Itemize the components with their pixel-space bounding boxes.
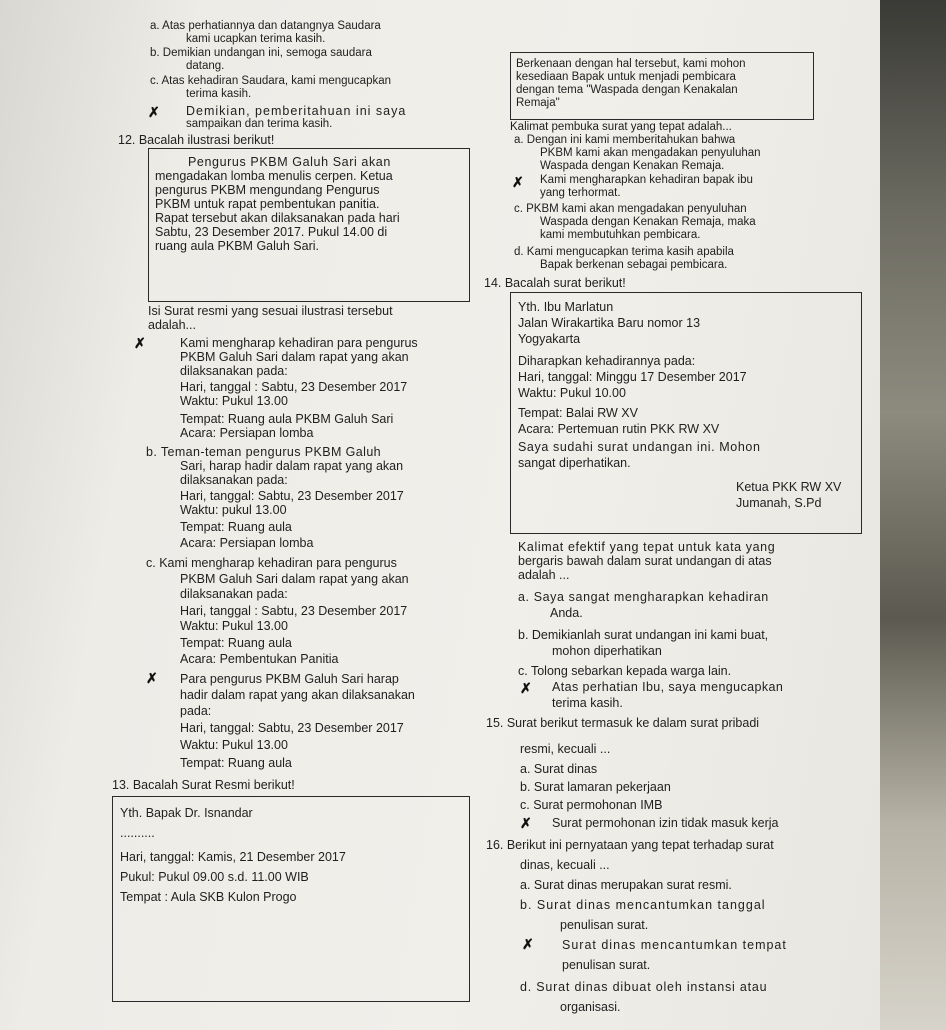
q11-right-a-line: a. Dengan ini kami memberitahukan bahwa	[514, 134, 736, 146]
q14-box-line: Diharapkan kehadirannya pada:	[518, 354, 696, 368]
q14-stem-line: bergaris bawah dalam surat undangan di atas	[518, 554, 772, 568]
q12-option-b-line: Waktu: pukul 13.00	[180, 503, 287, 517]
q14-box-line: Yogyakarta	[518, 332, 581, 346]
q11-box-line: Remaja"	[516, 97, 560, 109]
q16-title-line: 16. Berikut ini pernyataan yang tepat terhadap surat	[486, 838, 774, 852]
q14-title: 14. Bacalah surat berikut!	[484, 276, 626, 290]
q14-box-line: Yth. Ibu Marlatun	[518, 300, 614, 314]
q12-box-line: Rapat tersebut akan dilaksanakan pada hari	[155, 211, 400, 225]
q16-option-d-line: organisasi.	[560, 1000, 621, 1014]
q14-box-line: Hari, tanggal: Minggu 17 Desember 2017	[518, 370, 747, 384]
q11-option-b-line1: b. Demikian undangan ini, semoga saudara	[150, 47, 372, 59]
q11-option-c-line1: c. Atas kehadiran Saudara, kami mengucapkan	[150, 75, 392, 87]
q14-box-line: Acara: Pertemuan rutin PKK RW XV	[518, 422, 720, 436]
q11-right-a-line: Waspada dengan Kenakan Remaja.	[540, 160, 725, 172]
q13-box-line: ..........	[120, 826, 155, 840]
q14-box-line-underlined: sangat diperhatikan.	[518, 456, 631, 470]
q12-box-line: PKBM untuk rapat pembentukan panitia.	[155, 197, 380, 211]
q12-option-b-line: Hari, tanggal: Sabtu, 23 Desember 2017	[180, 489, 404, 503]
q11-option-d-line2: sampaikan dan terima kasih.	[186, 118, 333, 130]
q11-option-a-line1: a. Atas perhatiannya dan datangnya Saudara	[150, 20, 381, 32]
q12-option-d-line: Para pengurus PKBM Galuh Sari harap	[180, 672, 399, 686]
q16-option-c-line: Surat dinas mencantumkan tempat	[562, 938, 787, 952]
q16-option-a: a. Surat dinas merupakan surat resmi.	[520, 878, 732, 892]
q11-stem: Kalimat pembuka surat yang tepat adalah...	[510, 121, 732, 133]
check-mark-icon: ✗	[520, 815, 532, 831]
q15-option-b: b. Surat lamaran pekerjaan	[520, 780, 671, 794]
q11-right-d-line: d. Kami mengucapkan terima kasih apabila	[514, 246, 734, 258]
q16-option-d-line: d. Surat dinas dibuat oleh instansi atau	[520, 980, 768, 994]
q12-option-d-line: Tempat: Ruang aula	[180, 756, 292, 770]
check-mark-icon: ✗	[134, 335, 146, 351]
q14-option-d-line: terima kasih.	[552, 696, 623, 710]
q12-option-a-line: dilaksanakan pada:	[180, 364, 288, 378]
q11-right-b-line: Kami mengharapkan kehadiran bapak ibu	[540, 174, 753, 186]
q14-option-b-line: mohon diperhatikan	[552, 644, 662, 658]
q14-signature-title: Ketua PKK RW XV	[736, 480, 842, 494]
q12-option-d-line: Waktu: Pukul 13.00	[180, 738, 288, 752]
q12-option-b-line: Acara: Persiapan lomba	[180, 536, 314, 550]
q16-title-line: dinas, kecuali ...	[520, 858, 610, 872]
q12-option-b-line: dilaksanakan pada:	[180, 473, 288, 487]
q11-option-a-line2: kami ucapkan terima kasih.	[186, 33, 326, 45]
q12-option-d-line: Hari, tanggal: Sabtu, 23 Desember 2017	[180, 721, 404, 735]
q16-option-b-line: penulisan surat.	[560, 918, 649, 932]
q12-box-line: pengurus PKBM mengundang Pengurus	[155, 183, 380, 197]
q11-option-b-line2: datang.	[186, 60, 225, 72]
q12-option-c-line: Hari, tanggal : Sabtu, 23 Desember 2017	[180, 604, 408, 618]
q15-option-a: a. Surat dinas	[520, 762, 598, 776]
q12-option-a-line: Kami mengharap kehadiran para pengurus	[180, 336, 418, 350]
q14-box-line: Jalan Wirakartika Baru nomor 13	[518, 316, 701, 330]
q12-stem-line1: Isi Surat resmi yang sesuai ilustrasi tersebut	[148, 304, 393, 318]
q12-option-c-line: PKBM Galuh Sari dalam rapat yang akan	[180, 572, 409, 586]
q12-box-line: ruang aula PKBM Galuh Sari.	[155, 239, 319, 253]
q12-option-c-line: dilaksanakan pada:	[180, 587, 288, 601]
q12-option-b-line: Tempat: Ruang aula	[180, 520, 292, 534]
q16-option-b-line: b. Surat dinas mencantumkan tanggal	[520, 898, 766, 912]
q11-right-c-line: kami membutuhkan pembicara.	[540, 229, 701, 241]
q11-right-a-line: PKBM kami akan mengadakan penyuluhan	[540, 147, 761, 159]
q12-option-c-line: Tempat: Ruang aula	[180, 636, 292, 650]
q15-title-line: 15. Surat berikut termasuk ke dalam surat pribadi	[486, 716, 760, 730]
q12-option-a-line: Waktu: Pukul 13.00	[180, 394, 288, 408]
q11-box-line: kesediaan Bapak untuk menjadi pembicara	[516, 71, 736, 83]
q14-option-d-line: Atas perhatian Ibu, saya mengucapkan	[552, 680, 784, 694]
q15-title-line: resmi, kecuali ...	[520, 742, 611, 756]
q11-right-c-line: c. PKBM kami akan mengadakan penyuluhan	[514, 203, 747, 215]
q12-option-b-line: Sari, harap hadir dalam rapat yang akan	[180, 459, 404, 473]
q14-option-a-line: a. Saya sangat mengharapkan kehadiran	[518, 590, 769, 604]
q14-signature-name: Jumanah, S.Pd	[736, 496, 822, 510]
q12-box-line: Pengurus PKBM Galuh Sari akan	[188, 155, 391, 169]
q13-box-line: Yth. Bapak Dr. Isnandar	[120, 806, 253, 820]
check-mark-icon: ✗	[148, 104, 160, 120]
check-mark-icon: ✗	[512, 174, 524, 190]
q12-option-a-line: PKBM Galuh Sari dalam rapat yang akan	[180, 350, 409, 364]
q12-option-a-line: Acara: Persiapan lomba	[180, 426, 314, 440]
q11-box-line: dengan tema "Waspada dengan Kenakalan	[516, 84, 738, 96]
q11-box-line: Berkenaan dengan hal tersebut, kami mohon	[516, 58, 746, 70]
q12-option-b-line: b. Teman-teman pengurus PKBM Galuh	[146, 445, 382, 459]
q14-box-line: Tempat: Balai RW XV	[518, 406, 638, 420]
q14-stem-line: Kalimat efektif yang tepat untuk kata yang	[518, 540, 776, 554]
q11-right-b-line: yang terhormat.	[540, 187, 621, 199]
q14-box-line-underlined: Saya sudahi surat undangan ini. Mohon	[518, 440, 761, 454]
check-mark-icon: ✗	[520, 680, 532, 696]
q13-box-line: Pukul: Pukul 09.00 s.d. 11.00 WIB	[120, 870, 309, 884]
q13-box-line: Tempat : Aula SKB Kulon Progo	[120, 890, 297, 904]
check-mark-icon: ✗	[146, 670, 158, 686]
q15-option-c: c. Surat permohonan IMB	[520, 798, 663, 812]
q12-title: 12. Bacalah ilustrasi berikut!	[118, 133, 275, 147]
q11-option-c-line2: terima kasih.	[186, 88, 252, 100]
q14-option-a-line: Anda.	[550, 606, 583, 620]
q14-option-c: c. Tolong sebarkan kepada warga lain.	[518, 664, 732, 678]
q11-option-d-line1: Demikian, pemberitahuan ini saya	[186, 104, 407, 118]
q11-right-c-line: Waspada dengan Kenakan Remaja, maka	[540, 216, 756, 228]
q14-option-b-line: b. Demikianlah surat undangan ini kami buat,	[518, 628, 769, 642]
q12-stem-line2: adalah...	[148, 318, 196, 332]
q12-box-line: Sabtu, 23 Desember 2017. Pukul 14.00 di	[155, 225, 388, 239]
q11-right-d-line: Bapak berkenan sebagai pembicara.	[540, 259, 728, 271]
q12-option-a-line: Hari, tanggal : Sabtu, 23 Desember 2017	[180, 380, 408, 394]
q12-option-a-line: Tempat: Ruang aula PKBM Galuh Sari	[180, 412, 394, 426]
q12-option-d-line: hadir dalam rapat yang akan dilaksanakan	[180, 688, 415, 702]
q12-option-c-line: c. Kami mengharap kehadiran para pengurus	[146, 556, 397, 570]
q13-title: 13. Bacalah Surat Resmi berikut!	[112, 778, 295, 792]
q12-option-c-line: Waktu: Pukul 13.00	[180, 619, 288, 633]
q12-box-line: mengadakan lomba menulis cerpen. Ketua	[155, 169, 393, 183]
q16-option-c-line: penulisan surat.	[562, 958, 651, 972]
background-edge	[880, 0, 946, 1030]
q12-option-d-line: pada:	[180, 704, 212, 718]
q12-option-c-line: Acara: Pembentukan Panitia	[180, 652, 339, 666]
q15-option-d: Surat permohonan izin tidak masuk kerja	[552, 816, 779, 830]
q13-box-line: Hari, tanggal: Kamis, 21 Desember 2017	[120, 850, 346, 864]
q14-stem-line: adalah ...	[518, 568, 570, 582]
q14-box-line: Waktu: Pukul 10.00	[518, 386, 626, 400]
check-mark-icon: ✗	[522, 936, 534, 952]
